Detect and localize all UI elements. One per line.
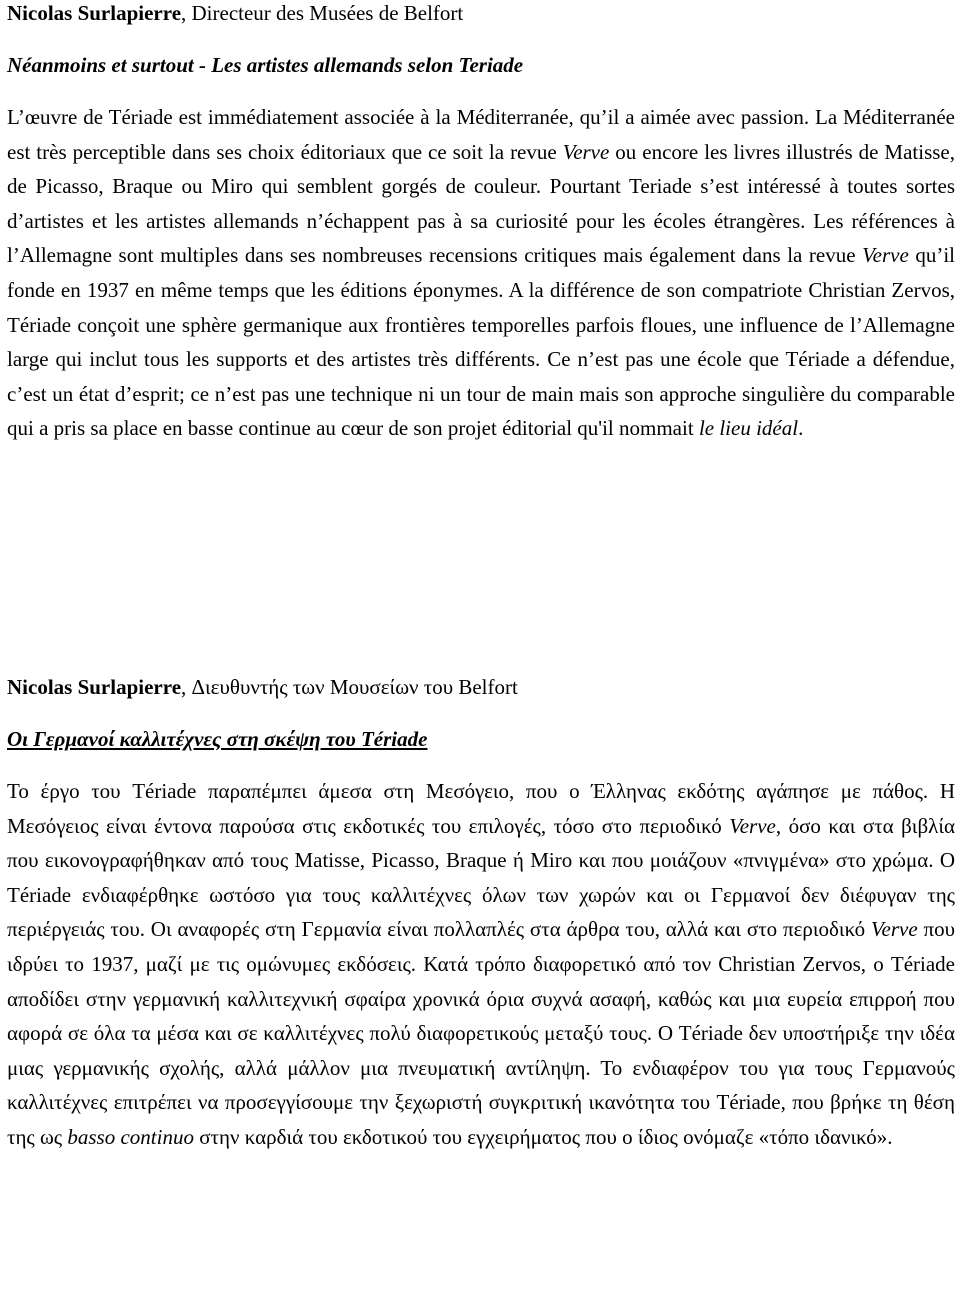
author-line (7, 0, 955, 28)
journal-name-verve: Verve (562, 139, 610, 164)
journal-name-verve: Verve (871, 917, 918, 942)
author-name: Nicolas Surlapierre (7, 1, 182, 25)
author-line (7, 672, 955, 702)
french-section (7, 0, 955, 446)
body-text-part: L’œuvre de Tériade est immédiatement associée à la Méditerranée, qu’il a aimée avec passion. La Méditerranée est très perceptible dans ses choix éditoriaux que ce soit la revue (7, 105, 955, 164)
author-name: Nicolas Surlapierre (7, 675, 182, 699)
article-title: Οι Γερμανοί καλλιτέχνες στη σκέψη του Tériade (7, 727, 428, 751)
author-role: , Directeur des Musées de Belfort (181, 1, 464, 25)
journal-name-verve: Verve (862, 243, 909, 268)
body-text-part: . (798, 416, 804, 441)
article-body (7, 100, 955, 446)
emphasis-lieu-ideal: le lieu idéal (698, 416, 799, 441)
article-title: Néanmoins et surtout - Les artistes allemands selon Teriade (7, 53, 524, 77)
journal-name-verve: Verve (729, 813, 776, 838)
body-text-part: , όσο και στα βιβλία που εικονογραφήθηκαν από τους Matisse, Picasso, Braque ή Miro και που μοιάζουν «πνιγμένα» στο χρώμα. Ο Tériade ενδιαφέρθηκε ωστόσο για τους καλλιτέχνες όλων των χωρών και οι Γερμανοί δεν διέφυγαν της περιέργειάς του. Οι αναφορές στη Γερμανία είναι πολλαπλές στα άρθρα του, αλλά και στο περιοδικό (7, 813, 955, 942)
body-text-part: που ιδρύει το 1937, μαζί με τις ομώνυμες εκδόσεις. Κατά τρόπο διαφορετικό από τον Christian Zervos, ο Tériade αποδίδει στην γερμανική καλλιτεχνική σφαίρα χρονικά όρια συχνά ασαφή, καθώς και μια ευρεία επιρροή που αφορά σε όλα τα μέσα και σε καλλιτέχνες πολύ διαφορετικούς μεταξύ τους. Ο Tériade δεν υποστήριξε την ιδέα μιας γερμανικής σχολής, αλλά μάλλον μια πνευματική αντίληψη. Το ενδιαφέρον του για τους Γερμανούς καλλιτέχνες επιτρέπει να προσεγγίσουμε την ξεχωριστή συγκριτική ικανότητα του Tériade, που βρήκε τη θέση της ως (7, 917, 955, 1149)
author-role: , Διευθυντής των Μουσείων του Belfort (181, 675, 518, 699)
article-body (7, 774, 955, 1155)
body-text-part: στην καρδιά του εκδοτικού του εγχειρήματος που ο ίδιος ονόμαζε «τόπο ιδανικό». (193, 1124, 893, 1149)
emphasis-basso-continuo: basso continuo (67, 1124, 194, 1149)
body-text-part: ou encore les livres illustrés de Matisse, de Picasso, Braque ou Miro qui semblent gorgés de couleur. Pourtant Teriade s’est intéressé à toutes sortes d’artistes et les artistes allemands n’échappent pas à sa curiosité pour les écoles étrangères. Les références à l’Allemagne sont multiples dans ses nombreuses recensions critiques mais également dans la revue (7, 139, 955, 268)
greek-section (7, 672, 955, 1155)
body-text-part: Το έργο του Tériade παραπέμπει άμεσα στη Μεσόγειο, που ο Έλληνας εκδότης αγάπησε με πάθος. Η Μεσόγειος είναι έντονα παρούσα στις εκδοτικές του επιλογές, τόσο στο περιοδικό (7, 779, 955, 838)
body-text-part: qu’il fonde en 1937 en même temps que les éditions éponymes. A la différence de son compatriote Christian Zervos, Tériade conçoit une sphère germanique aux frontières temporelles parfois floues, une influence de l’Allemagne large qui inclut tous les supports et des artistes très différents. Ce n’est pas une école que Tériade a défendue, c’est un état d’esprit; ce n’est pas une technique ni un tour de main mais son approche singulière du comparable qui a pris sa place en basse continue au cœur de son projet éditorial qu'il nommait (7, 243, 955, 441)
